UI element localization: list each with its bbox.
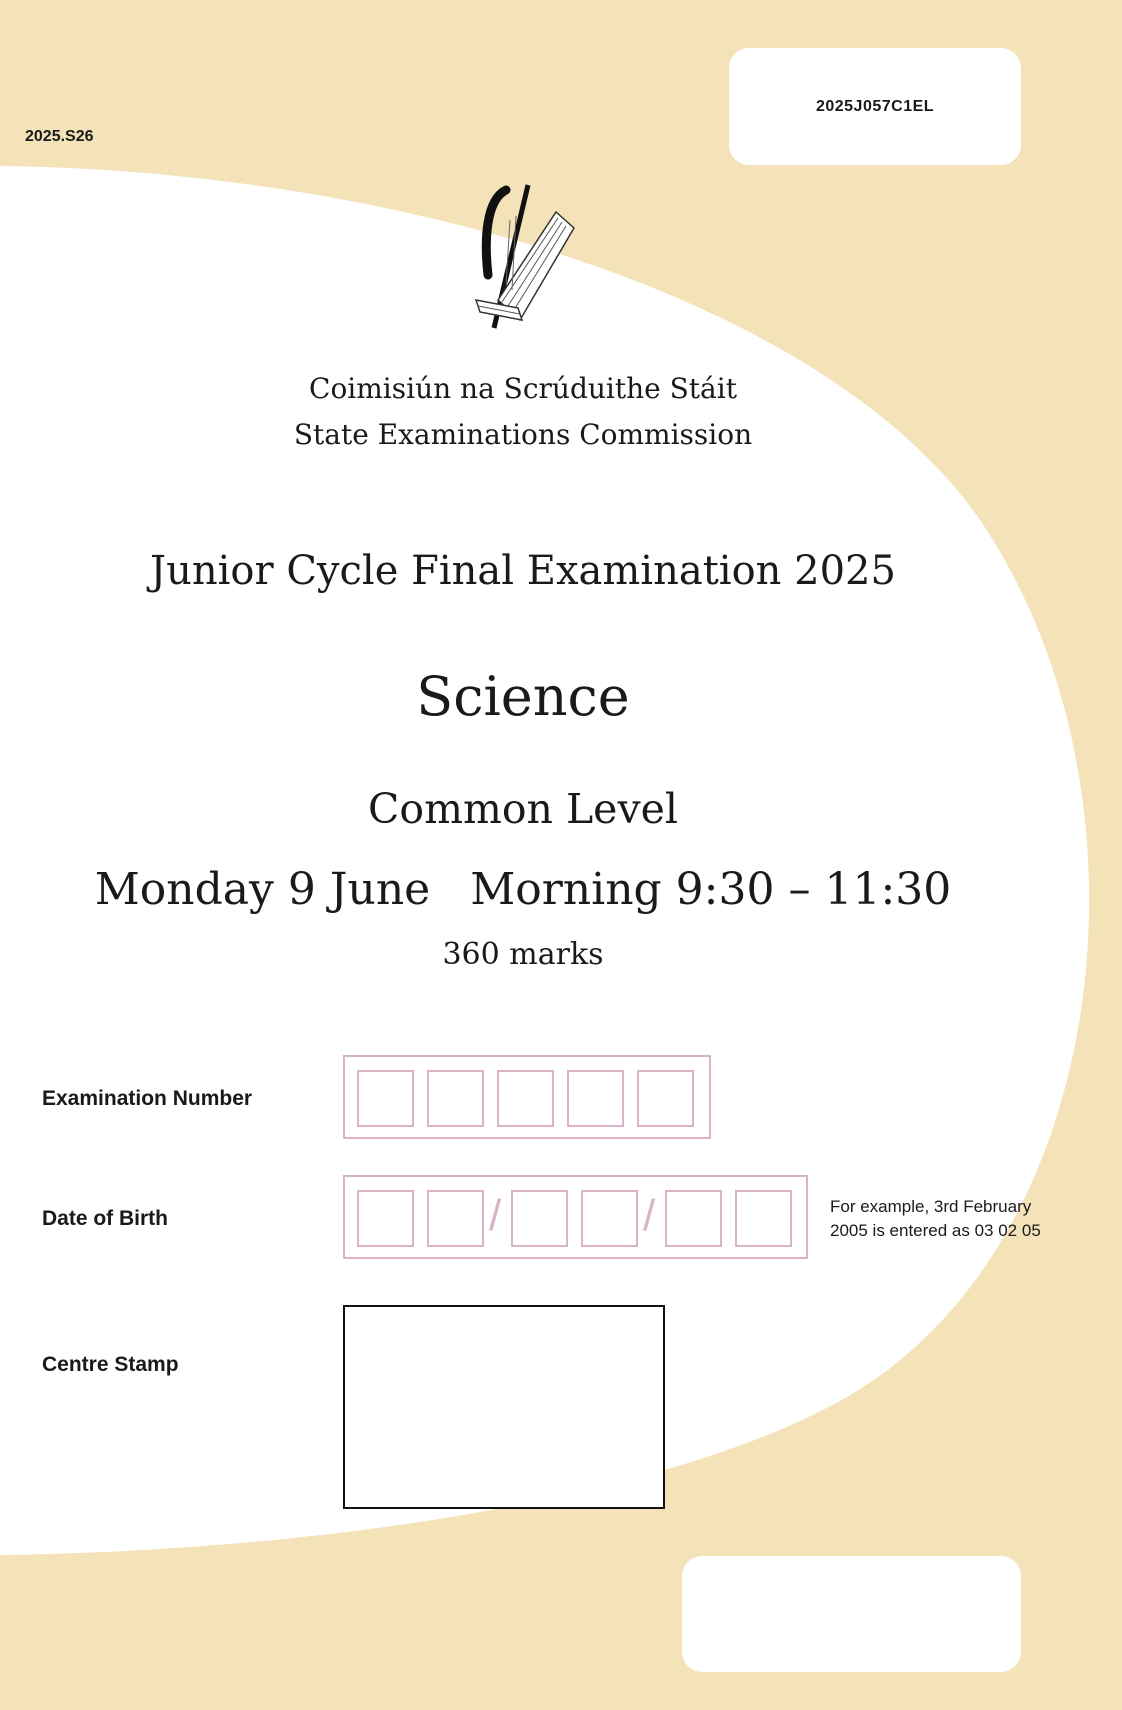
exam-number-label: Examination Number <box>42 1087 253 1110</box>
bottom-label-box <box>682 1556 1021 1672</box>
exam-session: Morning 9:30 – 11:30 <box>470 864 952 915</box>
harp-book-icon <box>466 180 586 335</box>
exam-number-field[interactable] <box>343 1055 711 1139</box>
dob-day-digit-box[interactable] <box>357 1190 414 1247</box>
exam-marks: 360 marks <box>442 937 604 972</box>
exam-title: Junior Cycle Final Examination 2025 <box>150 548 896 594</box>
exam-number-digit-box[interactable] <box>357 1070 414 1127</box>
centre-stamp-box <box>343 1305 665 1509</box>
dob-example-line: For example, 3rd February <box>830 1197 1032 1216</box>
dob-month-digit-box[interactable] <box>581 1190 638 1247</box>
dob-example-note <box>830 1195 1041 1243</box>
exam-number-digit-box[interactable] <box>567 1070 624 1127</box>
dob-year-digit-box[interactable] <box>665 1190 722 1247</box>
centre-stamp-label: Centre Stamp <box>42 1353 179 1376</box>
paper-code: 2025.S26 <box>25 128 94 145</box>
exam-subject: Science <box>416 665 630 728</box>
exam-datetime <box>0 864 1046 915</box>
exam-day: Monday 9 June <box>94 864 431 915</box>
dob-separator: / <box>489 1191 502 1240</box>
commission-name-irish: Coimisiún na Scrúduithe Stáit <box>309 372 737 405</box>
exam-number-digit-box[interactable] <box>497 1070 554 1127</box>
dob-month-digit-box[interactable] <box>511 1190 568 1247</box>
exam-level: Common Level <box>368 785 678 833</box>
barcode-label-box <box>729 48 1021 165</box>
commission-name-english: State Examinations Commission <box>293 418 753 451</box>
exam-number-digit-box[interactable] <box>427 1070 484 1127</box>
dob-label: Date of Birth <box>42 1207 168 1230</box>
dob-example-line: 2005 is entered as 03 02 05 <box>830 1221 1041 1240</box>
barcode-text: 2025J057C1EL <box>815 97 935 115</box>
dob-year-digit-box[interactable] <box>735 1190 792 1247</box>
dob-day-digit-box[interactable] <box>427 1190 484 1247</box>
dob-separator: / <box>643 1191 656 1240</box>
dob-field[interactable] <box>343 1175 808 1259</box>
exam-number-digit-box[interactable] <box>637 1070 694 1127</box>
